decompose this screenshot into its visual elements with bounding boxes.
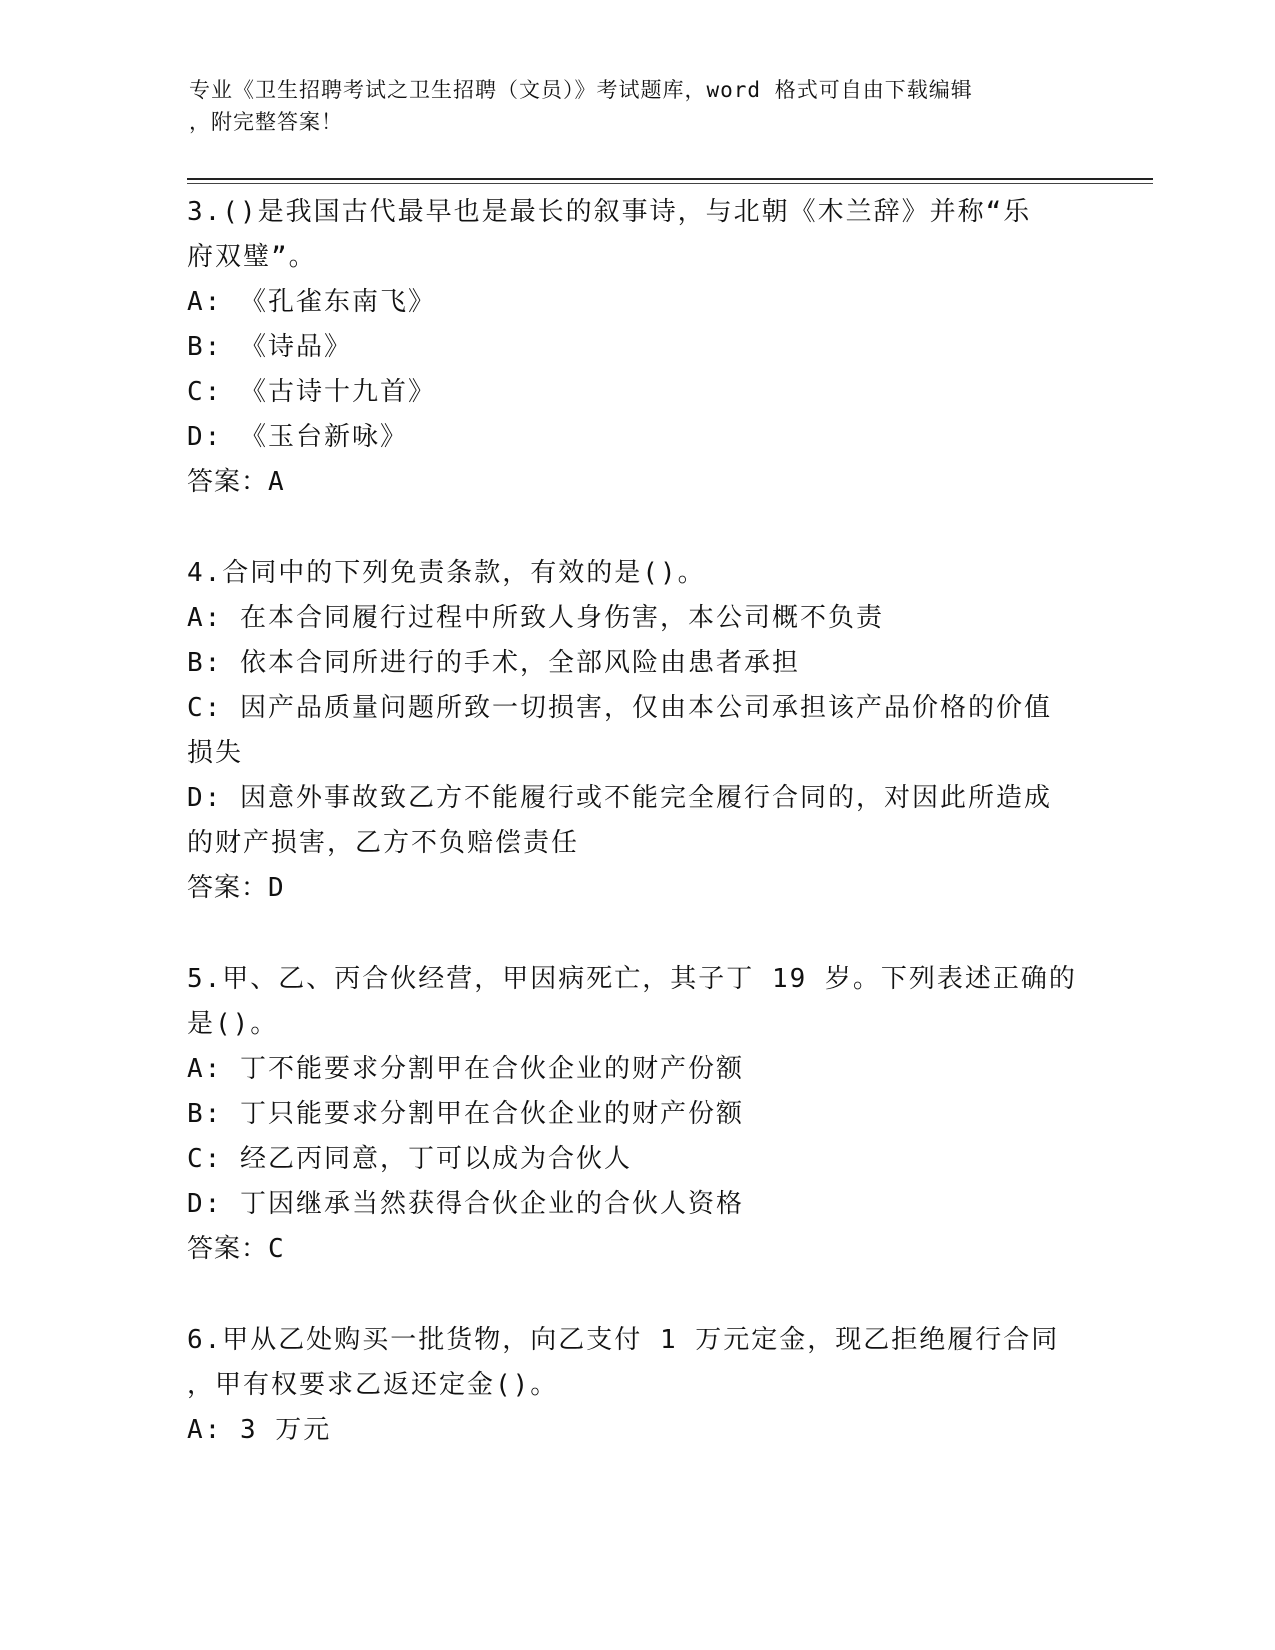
- answer-label: 答案：: [187, 467, 269, 497]
- question-block: [187, 190, 1087, 505]
- question-stem: 4.合同中的下列免责条款，有效的是()。: [187, 558, 706, 588]
- document-header: [189, 74, 1069, 138]
- option-line: A: 《孔雀东南飞》: [187, 287, 436, 317]
- option-line: A: 丁不能要求分割甲在合伙企业的财产份额: [187, 1054, 744, 1084]
- option-line: D: 《玉台新咏》: [187, 422, 408, 452]
- answer-label: 答案：: [187, 873, 269, 903]
- header-divider: [187, 178, 1153, 180]
- option-line: C: 《古诗十九首》: [187, 377, 436, 407]
- question-block: [187, 1318, 1087, 1453]
- answer-line: [187, 866, 1087, 911]
- answer-value: C: [268, 1234, 286, 1264]
- question-list: [187, 190, 1087, 1499]
- answer-line: [187, 460, 1087, 505]
- question-stem: 是()。: [187, 1009, 279, 1039]
- option-line: B: 《诗品》: [187, 332, 352, 362]
- option-line: D: 丁因继承当然获得合伙企业的合伙人资格: [187, 1189, 744, 1219]
- option-line: A: 在本合同履行过程中所致人身伤害，本公司概不负责: [187, 603, 884, 633]
- header-line: ，附完整答案！: [189, 110, 343, 134]
- question-stem: ，甲有权要求乙返还定金()。: [187, 1370, 559, 1400]
- question-stem: 5.甲、乙、丙合伙经营，甲因病死亡，其子丁 19 岁。下列表述正确的: [187, 964, 1077, 994]
- question-stem: 6.甲从乙处购买一批货物，向乙支付 1 万元定金，现乙拒绝履行合同: [187, 1325, 1060, 1355]
- option-line: B: 丁只能要求分割甲在合伙企业的财产份额: [187, 1099, 744, 1129]
- question-block: [187, 957, 1087, 1272]
- option-line: A: 3 万元: [187, 1415, 332, 1445]
- question-stem: 3.()是我国古代最早也是最长的叙事诗，与北朝《木兰辞》并称“乐: [187, 197, 1032, 227]
- question-block: [187, 551, 1087, 911]
- option-line: 损失: [187, 738, 244, 768]
- option-line: C: 因产品质量问题所致一切损害，仅由本公司承担该产品价格的价值: [187, 693, 1052, 723]
- answer-value: D: [268, 873, 286, 903]
- option-line: D: 因意外事故致乙方不能履行或不能完全履行合同的，对因此所造成: [187, 783, 1052, 813]
- header-line: 专业《卫生招聘考试之卫生招聘（文员）》考试题库，word 格式可自由下载编辑: [189, 78, 973, 102]
- answer-label: 答案：: [187, 1234, 269, 1264]
- header-divider: [187, 183, 1153, 184]
- option-line: C: 经乙丙同意，丁可以成为合伙人: [187, 1144, 632, 1174]
- answer-line: [187, 1227, 1087, 1272]
- option-line: B: 依本合同所进行的手术，全部风险由患者承担: [187, 648, 800, 678]
- question-stem: 府双璧”。: [187, 242, 317, 272]
- answer-value: A: [268, 467, 286, 497]
- option-line: 的财产损害，乙方不负赔偿责任: [187, 828, 580, 858]
